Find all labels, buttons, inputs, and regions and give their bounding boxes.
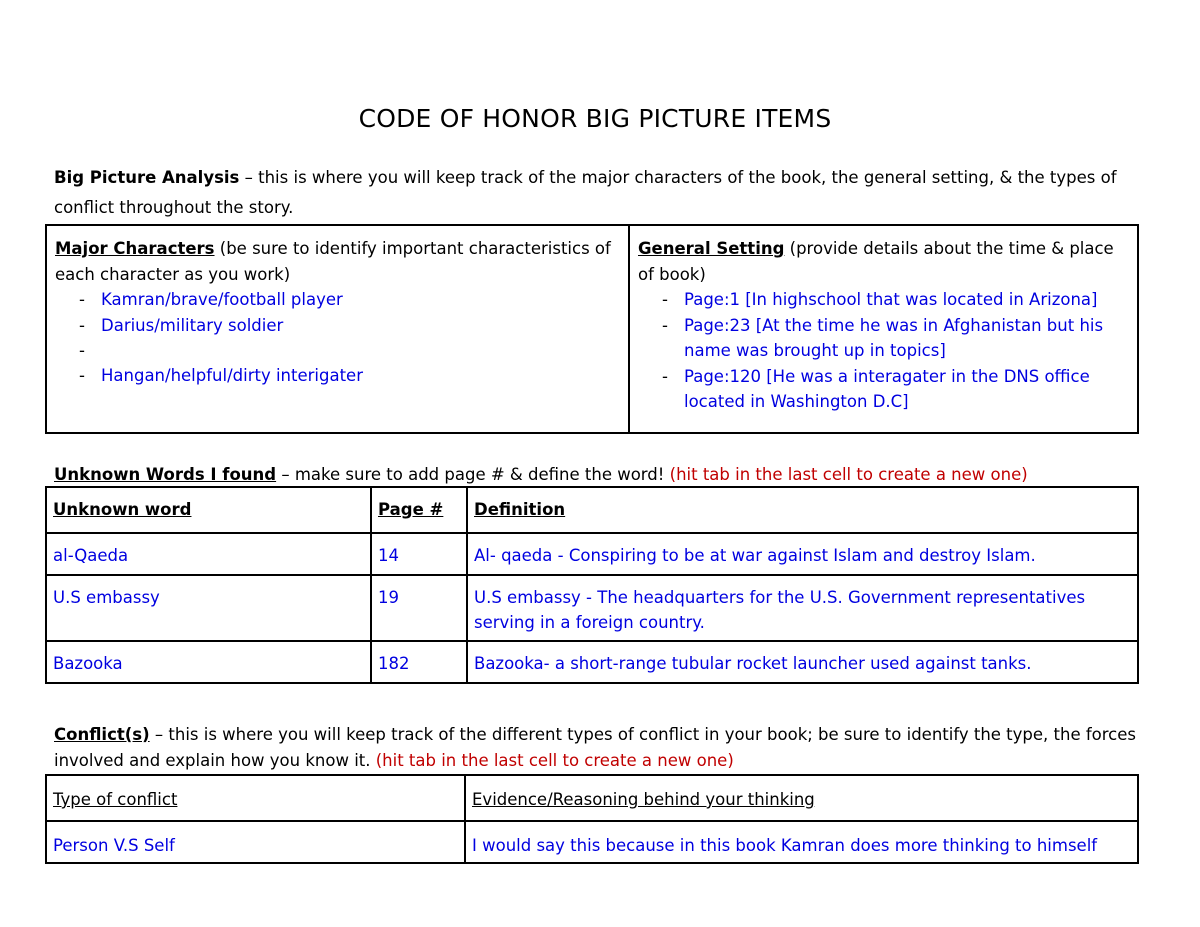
conflict-table [45,774,1139,864]
header-type-of-conflict: Type of conflict [46,775,465,821]
big-picture-text: – this is where you will keep track of the major characters of the book, the general setting, & the types of conflict throughout the story. [54,168,1117,217]
conflict-intro [54,722,1144,774]
table-row [46,575,1138,641]
conflict-heading: Conflict(s) [54,725,150,744]
major-characters-heading: Major Characters [55,239,215,258]
major-characters-instructions: (be sure to identify important characteristics of each character as you work) [55,239,611,284]
header-page: Page # [371,487,467,533]
words-heading: Unknown Words I found [54,465,277,484]
list-item: - Hangan/helpful/dirty interigater [101,363,620,389]
characters-list [55,287,620,389]
page-cell[interactable]: 14 [371,533,467,575]
word-cell[interactable]: Bazooka [46,641,371,683]
list-item: - Darius/military soldier [101,313,620,339]
setting-list [638,287,1129,415]
conflict-evidence-cell[interactable]: I would say this because in this book Kamran does more thinking to himself [465,821,1138,863]
blank-line [101,338,620,363]
page-title: CODE OF HONOR BIG PICTURE ITEMS [358,104,832,133]
page-cell[interactable]: 182 [371,641,467,683]
header-unknown-word: Unknown word [46,487,371,533]
list-item: - Page:1 [In highschool that was located in Arizona] [684,287,1129,313]
header-evidence: Evidence/Reasoning behind your thinking [465,775,1138,821]
big-picture-table [45,224,1139,434]
general-setting-heading: General Setting [638,239,785,258]
general-setting-instructions: (provide details about the time & place of book) [638,239,1114,284]
words-note: (hit tab in the last cell to create a new one) [669,465,1028,484]
conflict-text: – this is where you will keep track of the different types of conflict in your book; be sure to identify the type, the forces involved and explain how you know it. [54,725,1136,770]
table-row [46,533,1138,575]
major-characters-cell[interactable] [46,225,629,433]
definition-cell[interactable]: Bazooka- a short-range tubular rocket launcher used against tanks. [467,641,1138,683]
word-cell[interactable]: U.S embassy [46,575,371,641]
list-item: - Page:23 [At the time he was in Afghanistan but his name was brought up in topics] [684,313,1129,364]
general-setting-cell[interactable] [629,225,1138,433]
big-picture-intro [54,163,1144,223]
unknown-words-table [45,486,1139,684]
list-item: - Kamran/brave/football player [101,287,620,313]
conflict-note: (hit tab in the last cell to create a new one) [375,751,734,770]
word-cell[interactable]: al-Qaeda [46,533,371,575]
conflict-type-cell[interactable]: Person V.S Self [46,821,465,863]
header-definition: Definition [467,487,1138,533]
big-picture-heading: Big Picture Analysis [54,168,240,187]
words-text: – make sure to add page # & define the word! [276,465,670,484]
definition-cell[interactable]: U.S embassy - The headquarters for the U.S. Government representatives serving in a foreign country. [467,575,1138,641]
table-row [46,641,1138,683]
table-row [46,821,1138,863]
list-item: - Page:120 [He was a interagater in the DNS office located in Washington D.C] [684,364,1129,415]
definition-cell[interactable]: Al- qaeda - Conspiring to be at war against Islam and destroy Islam. [467,533,1138,575]
page-cell[interactable]: 19 [371,575,467,641]
